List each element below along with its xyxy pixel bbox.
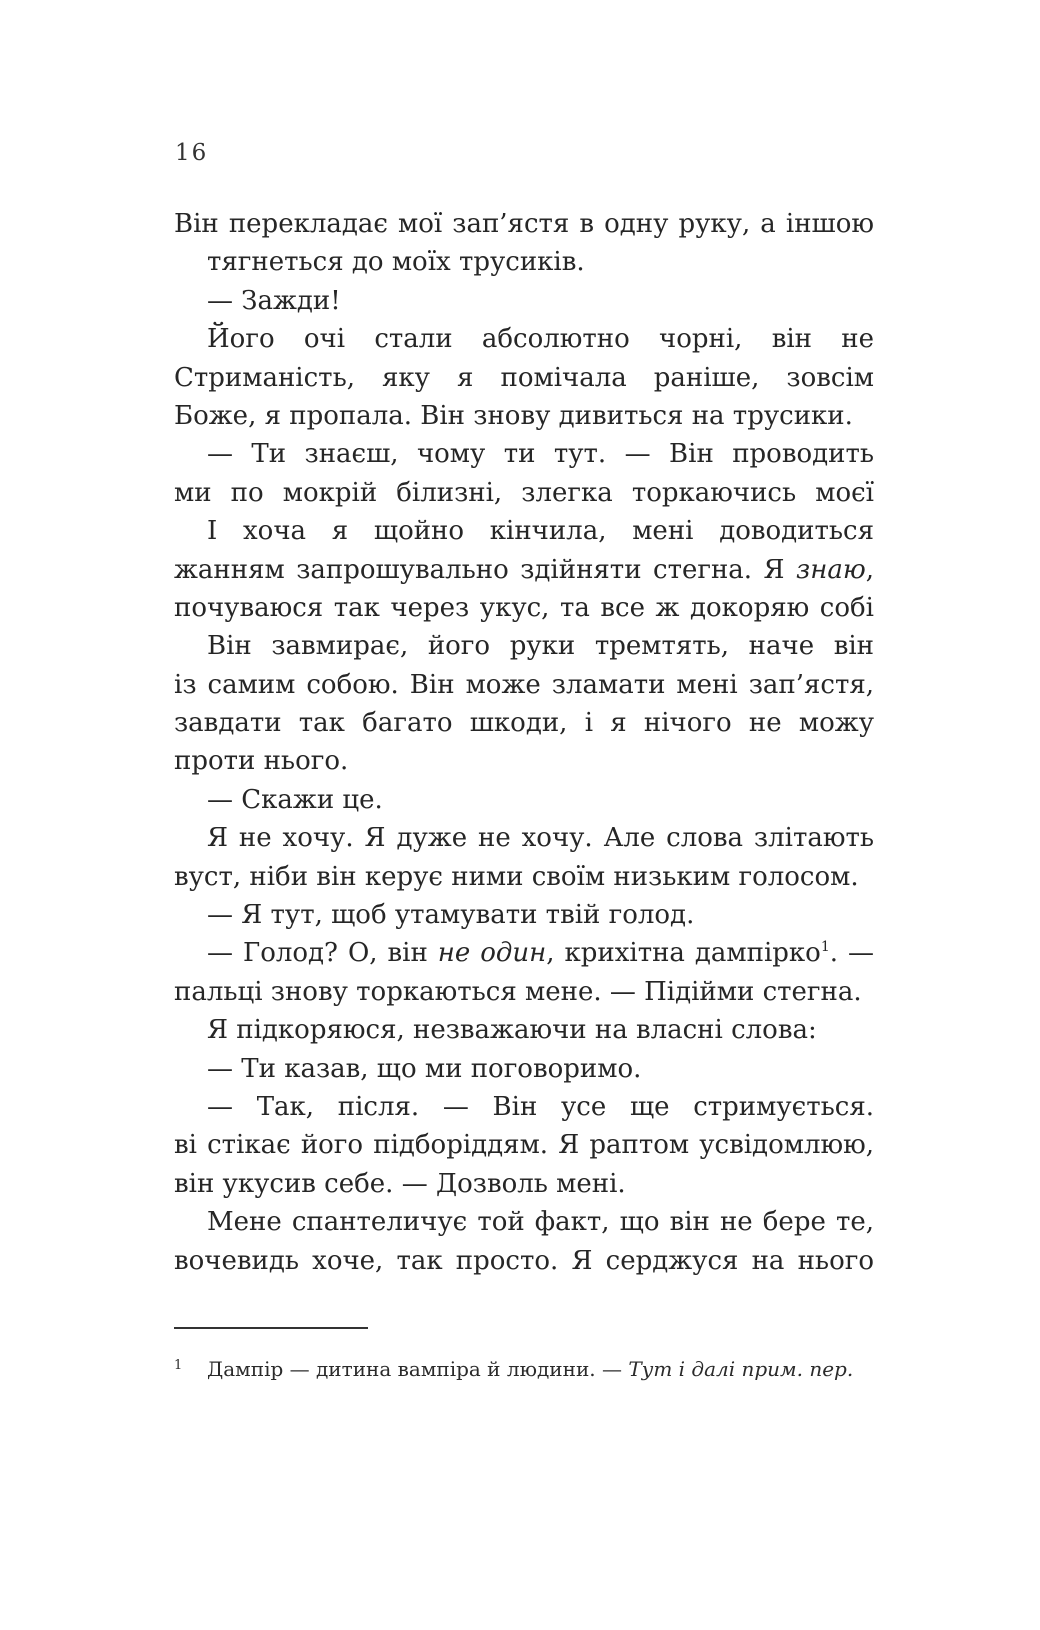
text-line: Він перекладає мої зап’ястя в одну руку, а іншою <box>174 209 874 239</box>
footnote-italic: Тут і далі прим. пер. <box>628 1357 854 1381</box>
italic-phrase: не один <box>437 938 547 969</box>
text-line: Я не хочу. Я дуже не хочу. Але слова злітають <box>207 823 874 854</box>
text-line: Я підкоряюся, незважаючи на власні слова: <box>207 1015 817 1046</box>
text-line: тягнеться до моїх трусиків. <box>207 247 585 278</box>
text-line: — Зажди! <box>207 285 341 316</box>
footnote-text: Дампір — дитина вампіра й людини. — <box>207 1357 629 1381</box>
text-line: вуст, ніби він керує ними своїм низьким голосом. <box>174 861 859 892</box>
text-line: — Я тут, щоб утамувати твій голод. <box>207 900 695 931</box>
text-line: почуваюся так через укус, та все ж докоряю собі <box>174 592 874 623</box>
body-text <box>174 205 874 1280</box>
text-line: ві стікає його підборіддям. Я раптом усвідомлюю, <box>174 1130 874 1161</box>
text-line: пальці знову торкаються мене. — Підійми стегна. <box>174 976 862 1007</box>
text-line: проти нього. <box>174 746 349 777</box>
text-line: — Скажи це. <box>207 784 383 815</box>
text-line: із самим собою. Він може зламати мені зап’ястя, <box>174 669 874 700</box>
text-line: — Ти знаєш, чому ти тут. — Він проводить <box>207 439 874 470</box>
text-line: він укусив себе. — Дозволь мені. <box>174 1168 626 1199</box>
text-line: ми по мокрій білизні, злегка торкаючись моєї <box>174 477 874 508</box>
footnote-divider <box>174 1327 368 1329</box>
text-line: вочевидь хоче, так просто. Я серджуся на нього <box>174 1245 874 1276</box>
text-line: завдати так багато шкоди, і я нічого не можу <box>174 708 874 739</box>
text-line: І хоча я щойно кінчила, мені доводиться <box>207 516 874 547</box>
text-line: — Так, після. — Він усе ще стримується. <box>207 1091 874 1122</box>
text-line: Його очі стали абсолютно чорні, він не <box>207 324 874 355</box>
text-line: Він завмирає, його руки тремтять, наче він <box>207 631 874 662</box>
text-line: Стриманість, яку я помічала раніше, зовсім <box>174 362 874 393</box>
page-number: 16 <box>175 140 209 166</box>
text-line <box>174 934 874 972</box>
footnote <box>174 1352 874 1383</box>
text-line: Боже, я пропала. Він знову дивиться на трусики. <box>174 400 853 431</box>
text-line: Мене спантеличує той факт, що він не бере те, <box>207 1207 874 1238</box>
text-fragment: — Голод? О, він <box>207 938 438 969</box>
footnote-mark: 1 <box>174 1358 183 1373</box>
text-line <box>174 551 874 589</box>
footnote-reference[interactable]: 1 <box>820 939 830 956</box>
text-fragment: . — <box>829 938 874 969</box>
text-line: — Ти казав, що ми поговоримо. <box>207 1053 642 1084</box>
italic-word: знаю <box>796 554 866 585</box>
text-fragment: жанням запрошувально здійняти стегна. Я <box>174 554 797 585</box>
text-fragment: , крихітна дампірко <box>546 938 821 969</box>
text-fragment: , <box>865 554 874 585</box>
